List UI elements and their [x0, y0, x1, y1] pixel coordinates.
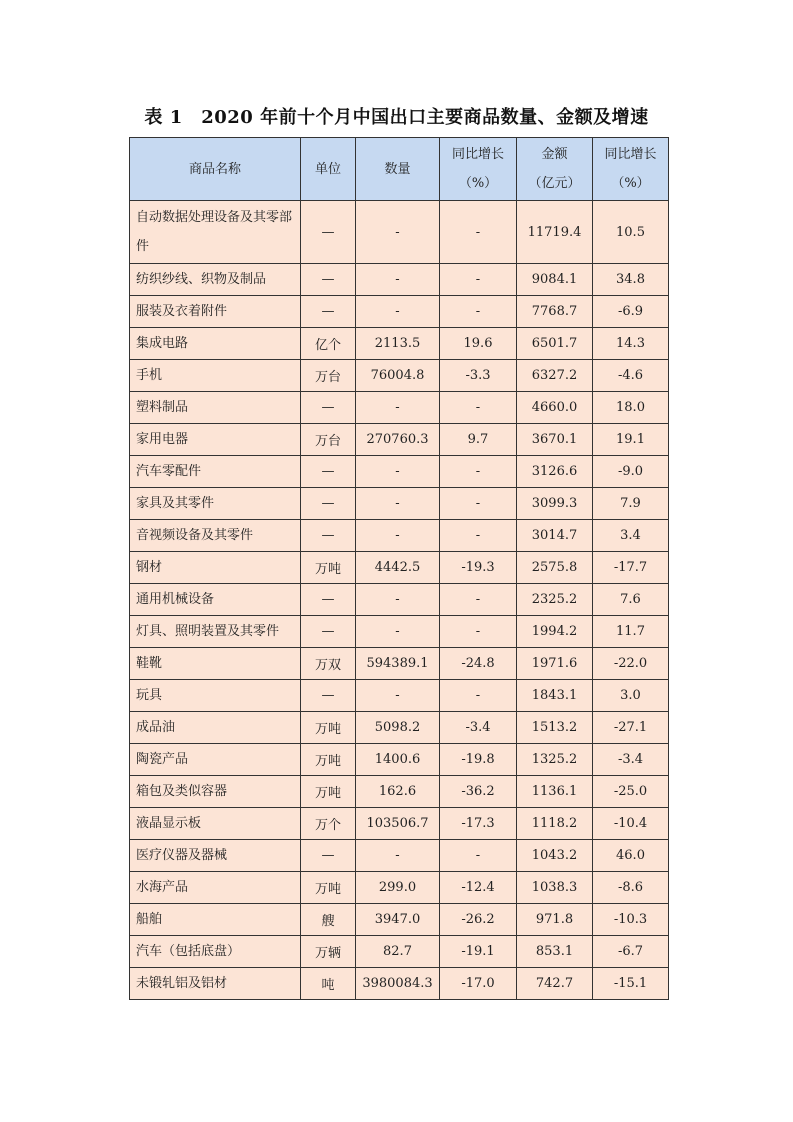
cell-amount-growth: 34.8 — [593, 264, 669, 296]
table-row — [130, 552, 669, 584]
cell-quantity-growth: -17.0 — [440, 968, 517, 1000]
cell-name: 液晶显示板 — [130, 808, 301, 840]
cell-unit: 万吨 — [301, 872, 356, 904]
cell-quantity-growth: -36.2 — [440, 776, 517, 808]
cell-unit: — — [301, 201, 356, 264]
table-title: 表 1 2020 年前十个月中国出口主要商品数量、金额及增速 — [144, 107, 649, 128]
export-commodities-table — [129, 137, 669, 1000]
header-unit: 单位 — [301, 138, 356, 201]
cell-amount-growth: 7.6 — [593, 584, 669, 616]
cell-name: 通用机械设备 — [130, 584, 301, 616]
cell-unit: — — [301, 456, 356, 488]
cell-amount: 4660.0 — [517, 392, 593, 424]
cell-amount-growth: -6.9 — [593, 296, 669, 328]
cell-amount: 1325.2 — [517, 744, 593, 776]
cell-quantity-growth: -3.3 — [440, 360, 517, 392]
cell-amount-growth: 11.7 — [593, 616, 669, 648]
cell-name: 陶瓷产品 — [130, 744, 301, 776]
cell-name: 家具及其零件 — [130, 488, 301, 520]
cell-amount: 9084.1 — [517, 264, 593, 296]
table-row — [130, 360, 669, 392]
cell-unit: 亿个 — [301, 328, 356, 360]
cell-quantity-growth: -17.3 — [440, 808, 517, 840]
table-row — [130, 424, 669, 456]
cell-amount: 742.7 — [517, 968, 593, 1000]
cell-amount: 3099.3 — [517, 488, 593, 520]
cell-unit: 万吨 — [301, 776, 356, 808]
header-row — [130, 138, 669, 201]
cell-quantity: - — [356, 264, 440, 296]
cell-quantity: 5098.2 — [356, 712, 440, 744]
cell-amount: 971.8 — [517, 904, 593, 936]
cell-quantity-growth: -12.4 — [440, 872, 517, 904]
table-row — [130, 936, 669, 968]
cell-name: 灯具、照明装置及其零件 — [130, 616, 301, 648]
cell-name: 自动数据处理设备及其零部件 — [130, 201, 301, 264]
cell-quantity-growth: -26.2 — [440, 904, 517, 936]
header-quantity: 数量 — [356, 138, 440, 201]
cell-name: 家用电器 — [130, 424, 301, 456]
cell-amount: 3126.6 — [517, 456, 593, 488]
cell-amount: 7768.7 — [517, 296, 593, 328]
table-row — [130, 296, 669, 328]
cell-name: 未锻轧铝及铝材 — [130, 968, 301, 1000]
cell-quantity: 3947.0 — [356, 904, 440, 936]
header-amount-growth: 同比增长 （%） — [593, 138, 669, 201]
table-row — [130, 968, 669, 1000]
cell-unit: — — [301, 520, 356, 552]
cell-quantity-growth: - — [440, 680, 517, 712]
cell-quantity-growth: -19.3 — [440, 552, 517, 584]
cell-unit: — — [301, 488, 356, 520]
header-amount: 金额 （亿元） — [517, 138, 593, 201]
cell-name: 塑料制品 — [130, 392, 301, 424]
cell-amount-growth: -10.3 — [593, 904, 669, 936]
cell-amount: 3670.1 — [517, 424, 593, 456]
cell-quantity-growth: 19.6 — [440, 328, 517, 360]
cell-quantity: 103506.7 — [356, 808, 440, 840]
cell-quantity: - — [356, 680, 440, 712]
cell-amount-growth: 19.1 — [593, 424, 669, 456]
cell-amount: 2575.8 — [517, 552, 593, 584]
cell-name: 箱包及类似容器 — [130, 776, 301, 808]
table-row — [130, 712, 669, 744]
cell-quantity: 3980084.3 — [356, 968, 440, 1000]
cell-name: 钢材 — [130, 552, 301, 584]
table-row — [130, 648, 669, 680]
cell-name: 船舶 — [130, 904, 301, 936]
cell-unit: 艘 — [301, 904, 356, 936]
cell-amount-growth: -25.0 — [593, 776, 669, 808]
cell-name: 成品油 — [130, 712, 301, 744]
table-row — [130, 872, 669, 904]
cell-quantity-growth: - — [440, 616, 517, 648]
cell-quantity: - — [356, 488, 440, 520]
cell-name: 服装及衣着附件 — [130, 296, 301, 328]
cell-quantity: 4442.5 — [356, 552, 440, 584]
cell-name: 纺织纱线、织物及制品 — [130, 264, 301, 296]
cell-quantity-growth: - — [440, 264, 517, 296]
cell-amount-growth: 14.3 — [593, 328, 669, 360]
cell-quantity-growth: -3.4 — [440, 712, 517, 744]
cell-quantity-growth: 9.7 — [440, 424, 517, 456]
cell-amount-growth: 46.0 — [593, 840, 669, 872]
header-name: 商品名称 — [130, 138, 301, 201]
cell-amount-growth: -3.4 — [593, 744, 669, 776]
header-quantity-growth: 同比增长 （%） — [440, 138, 517, 201]
cell-quantity: - — [356, 456, 440, 488]
table-row — [130, 840, 669, 872]
cell-quantity: - — [356, 201, 440, 264]
cell-unit: — — [301, 616, 356, 648]
cell-quantity-growth: -19.8 — [440, 744, 517, 776]
cell-unit: — — [301, 296, 356, 328]
table-row — [130, 328, 669, 360]
cell-quantity-growth: - — [440, 201, 517, 264]
table-row — [130, 264, 669, 296]
cell-unit: — — [301, 392, 356, 424]
table-row — [130, 616, 669, 648]
cell-amount-growth: 7.9 — [593, 488, 669, 520]
cell-quantity: 1400.6 — [356, 744, 440, 776]
cell-amount-growth: 3.4 — [593, 520, 669, 552]
cell-amount-growth: -6.7 — [593, 936, 669, 968]
cell-amount: 1043.2 — [517, 840, 593, 872]
cell-unit: 吨 — [301, 968, 356, 1000]
table-row — [130, 584, 669, 616]
cell-amount: 1971.6 — [517, 648, 593, 680]
table-row — [130, 392, 669, 424]
cell-amount-growth: -27.1 — [593, 712, 669, 744]
cell-amount: 1136.1 — [517, 776, 593, 808]
cell-name: 医疗仪器及器械 — [130, 840, 301, 872]
cell-amount: 11719.4 — [517, 201, 593, 264]
cell-quantity-growth: - — [440, 456, 517, 488]
table-row — [130, 456, 669, 488]
cell-amount-growth: -4.6 — [593, 360, 669, 392]
cell-quantity: 594389.1 — [356, 648, 440, 680]
table-row — [130, 904, 669, 936]
cell-quantity-growth: - — [440, 392, 517, 424]
cell-quantity: - — [356, 616, 440, 648]
cell-unit: 万辆 — [301, 936, 356, 968]
cell-amount-growth: 3.0 — [593, 680, 669, 712]
table-row — [130, 776, 669, 808]
cell-quantity-growth: -24.8 — [440, 648, 517, 680]
cell-amount: 1513.2 — [517, 712, 593, 744]
cell-quantity: 76004.8 — [356, 360, 440, 392]
cell-name: 手机 — [130, 360, 301, 392]
table-row — [130, 201, 669, 264]
cell-quantity: 162.6 — [356, 776, 440, 808]
cell-quantity: 299.0 — [356, 872, 440, 904]
cell-quantity: - — [356, 840, 440, 872]
cell-amount: 1118.2 — [517, 808, 593, 840]
cell-quantity-growth: - — [440, 488, 517, 520]
cell-quantity-growth: -19.1 — [440, 936, 517, 968]
cell-quantity-growth: - — [440, 296, 517, 328]
cell-name: 鞋靴 — [130, 648, 301, 680]
cell-unit: 万吨 — [301, 552, 356, 584]
cell-amount: 1843.1 — [517, 680, 593, 712]
cell-amount-growth: 10.5 — [593, 201, 669, 264]
cell-unit: 万双 — [301, 648, 356, 680]
table-row — [130, 520, 669, 552]
cell-unit: — — [301, 584, 356, 616]
table-row — [130, 488, 669, 520]
cell-unit: — — [301, 264, 356, 296]
cell-quantity: - — [356, 296, 440, 328]
cell-amount-growth: -9.0 — [593, 456, 669, 488]
cell-unit: 万台 — [301, 424, 356, 456]
table-row — [130, 680, 669, 712]
cell-quantity: 82.7 — [356, 936, 440, 968]
cell-unit: — — [301, 680, 356, 712]
cell-amount: 3014.7 — [517, 520, 593, 552]
table-row — [130, 808, 669, 840]
table-row — [130, 744, 669, 776]
cell-name: 音视频设备及其零件 — [130, 520, 301, 552]
cell-quantity-growth: - — [440, 584, 517, 616]
cell-quantity-growth: - — [440, 840, 517, 872]
cell-quantity: 270760.3 — [356, 424, 440, 456]
cell-amount-growth: 18.0 — [593, 392, 669, 424]
cell-name: 集成电路 — [130, 328, 301, 360]
cell-amount: 6501.7 — [517, 328, 593, 360]
cell-quantity: - — [356, 392, 440, 424]
table-body — [130, 201, 669, 1000]
cell-unit: — — [301, 840, 356, 872]
cell-name: 汽车（包括底盘） — [130, 936, 301, 968]
cell-unit: 万个 — [301, 808, 356, 840]
cell-amount-growth: -15.1 — [593, 968, 669, 1000]
cell-amount: 6327.2 — [517, 360, 593, 392]
cell-amount-growth: -8.6 — [593, 872, 669, 904]
cell-name: 汽车零配件 — [130, 456, 301, 488]
cell-name: 水海产品 — [130, 872, 301, 904]
cell-amount: 1038.3 — [517, 872, 593, 904]
cell-amount: 1994.2 — [517, 616, 593, 648]
cell-amount-growth: -22.0 — [593, 648, 669, 680]
cell-name: 玩具 — [130, 680, 301, 712]
cell-quantity-growth: - — [440, 520, 517, 552]
cell-amount: 853.1 — [517, 936, 593, 968]
cell-amount: 2325.2 — [517, 584, 593, 616]
cell-amount-growth: -17.7 — [593, 552, 669, 584]
cell-unit: 万吨 — [301, 712, 356, 744]
cell-quantity: 2113.5 — [356, 328, 440, 360]
cell-unit: 万台 — [301, 360, 356, 392]
cell-amount-growth: -10.4 — [593, 808, 669, 840]
cell-quantity: - — [356, 520, 440, 552]
cell-quantity: - — [356, 584, 440, 616]
cell-unit: 万吨 — [301, 744, 356, 776]
